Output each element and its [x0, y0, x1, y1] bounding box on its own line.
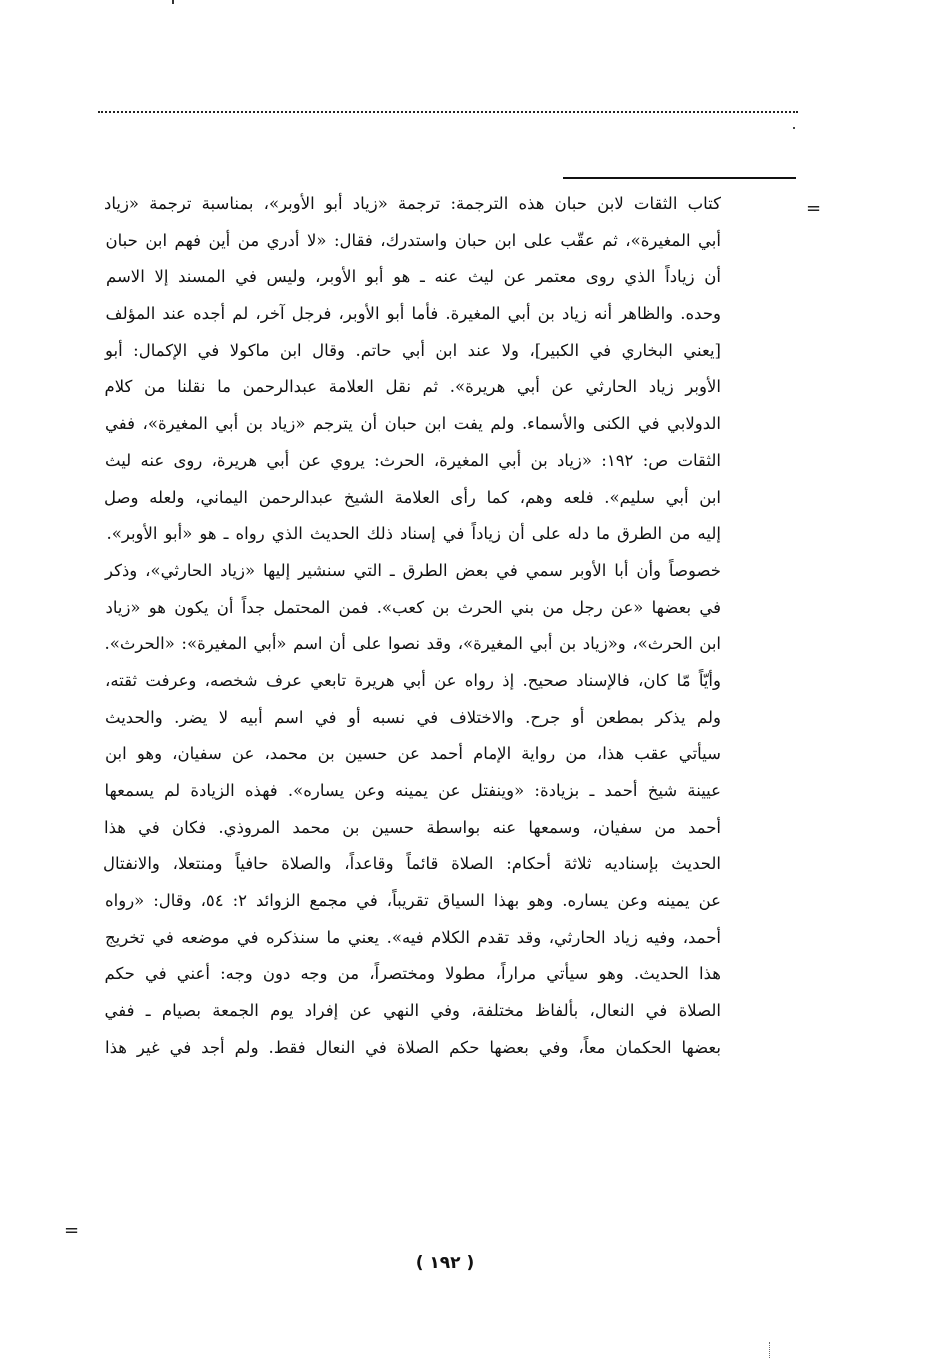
footnote-line: الحديث بإسناديه ثلاثة أحكام: الصلاة قائماً وقاعداً، والصلاة حافياً ومنتعلا، والانفتال: [103, 854, 721, 874]
footnote-line: [يعني البخاري في الكبير]، ولا عند ابن أبي حاتم. وقال ابن ماكولا في الإكمال: أبو: [105, 340, 721, 360]
page-edge-mark: [172, 0, 174, 4]
scan-margin-mark: [769, 1342, 771, 1358]
footnote-line: هذا الحديث. وهو سيأتي مراراً، مطولا ومختصراً، من وجه دون وجه: أعني في حكم: [104, 964, 721, 984]
footnote-line: الصلاة في النعال، بألفاظ مختلفة، وفي النهي عن إفراد يوم الجمعة بصيام ـ ففي: [104, 1001, 721, 1021]
footnote-line: ابن الحرث»، و«زياد بن أبي المغيرة»، وقد نصوا على أن اسم «أبي المغيرة»: «الحرث».: [104, 634, 721, 654]
footnote-line: وحده. والظاهر أنه زياد بن أبي المغيرة. فأما أبو الأوبر، فرجل آخر، لم أجده عند المؤلف: [105, 304, 721, 324]
footnote-line: أحمد، وفيه زياد الحارثي، وقد تقدم الكلام فيه». يعني ما سنذكره في موضعه في تخريج: [105, 927, 721, 947]
footnote-line: كتاب الثقات لابن حبان هذه الترجمة: ترجمة «زياد أبو الأوبر»، بمناسبة ترجمة «زياد: [104, 194, 721, 213]
footnote-line: الثقات ص: ١٩٢: «زياد بن أبي المغيرة، الحرث: يروي عن أبي هريرة، روى عنه ليث: [105, 450, 721, 470]
footnote-separator-rule: [563, 177, 796, 179]
footnote-line: عن يمينه وعن يساره. وهو بهذا السياق تقريباً، في مجمع الزوائد ٢: ٥٤، وقال: «رواه: [105, 891, 721, 911]
header-dotted-rule: [98, 111, 798, 113]
footnote-line: سيأتي عقب هذا، من رواية الإمام أحمد عن حسين بن محمد، عن سفيان، وهو ابن: [105, 744, 721, 764]
footnote-line: أبي المغيرة»، ثم عقّب على ابن حبان واستدرك، فقال: «لا أدري من أين فهم ابن حبان: [105, 230, 721, 250]
footnote-line: ولم يذكر بمطعن أو جرح. والاختلاف في نسبه أو في اسم أبيه لا يضر. والحديث: [105, 707, 721, 727]
footnote-line: وأيّاً مّا كان، فالإسناد صحيح. إذ رواه عن أبي هريرة تابعي عرف شخصه، وعرفت ثقته،: [105, 670, 721, 690]
footnote-line: إليه من الطرق ما دله على أن زياداً في إسناد ذلك الحديث الذي رواه ـ هو «أبو الأوبر».: [106, 524, 721, 544]
footnote-text: [98, 186, 721, 1067]
footnote-line: عيينة شيخ أحمد ـ بزيادة: «وينفتل عن يمينه وعن يساره». فهذه الزيادة لم يسمعها: [104, 781, 721, 800]
footnote-line: بعضها الحكمان معاً، وفي بعضها حكم الصلاة في النعال فقط. ولم أجد في غير هذا: [105, 1037, 721, 1057]
footnote-line: أحمد من سفيان، وسمعها عنه بواسطة حسين بن محمد المروذي. فكان في هذا: [104, 817, 721, 837]
footnote-line: الأوبر زياد الحارثي عن أبي هريرة». ثم نقل العلامة عبدالرحمن ما نقلنا من كلام: [104, 377, 721, 397]
continuation-mark-end: =: [64, 1220, 80, 1241]
page-number: ( ١٩٢ ): [415, 1253, 475, 1273]
footnote-line: ابن أبي سليم». فلعه وهم، كما رأى العلامة الشيخ عبدالرحمن اليماني، ولعله وصل: [104, 487, 721, 507]
footnote-line: أن زياداً الذي روى معتمر عن ليث عنه ـ هو أبو الأوبر، وليس في المسند إلا الاسم: [106, 267, 721, 287]
footnote-line: في بعضها «عن رجل من بني الحرث بن كعب». فمن المحتمل جداً أن يكون هو «زياد: [105, 597, 721, 617]
footnote-line: خصوصاً وأن أبا الأوبر سمي في بعض الطرق ـ التي سنشير إليها «زياد الحارثي»، وذكر: [105, 560, 721, 580]
scan-speck: [793, 127, 795, 129]
continuation-mark-start: =: [806, 198, 822, 219]
footnote-line: الدولابي في الكنى والأسماء. ولم يفت ابن حبان أن يترجم «زياد بن أبي المغيرة»، ففي: [105, 414, 721, 434]
